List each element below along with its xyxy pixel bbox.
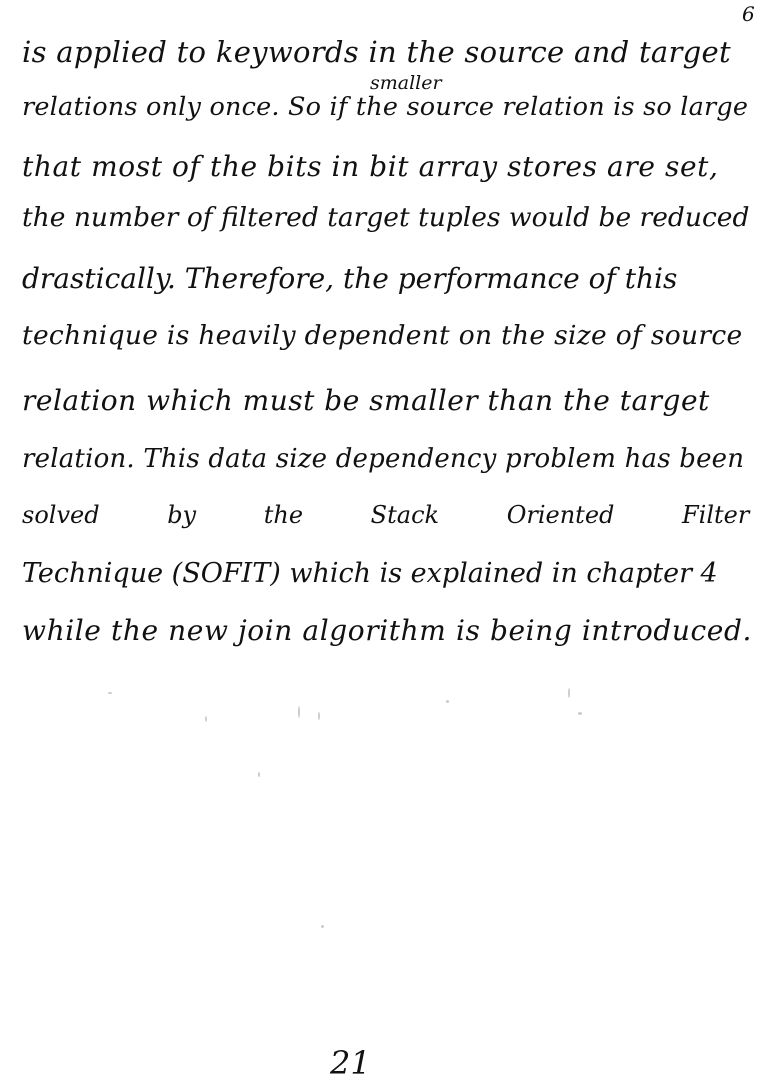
text-line-1: is applied to keywords in the source and target (22, 35, 731, 69)
text-line-7: relation which must be smaller than the target (22, 384, 710, 417)
scan-speck (258, 772, 260, 777)
scan-speck (446, 700, 449, 703)
text-line-4: the number of filtered target tuples would be reduced (22, 202, 750, 233)
text-line-10: Technique (SOFIT) which is explained in chapter 4 (22, 558, 718, 589)
page-number: 21 (330, 1044, 371, 1082)
inserted-word: smaller (370, 72, 442, 94)
text-line-5: drastically. Therefore, the performance of this (22, 262, 678, 295)
scan-speck (205, 716, 207, 722)
scan-speck (568, 688, 570, 698)
text-line-2: relations only once. So if the source relation is so large (22, 92, 749, 122)
corner-mark: 6 (742, 2, 755, 26)
scan-speck (578, 712, 582, 715)
text-line-3: that most of the bits in bit array stores are set, (22, 150, 719, 183)
text-line-6: technique is heavily dependent on the size of source (22, 320, 743, 351)
scan-speck (298, 706, 300, 718)
text-line-8: relation. This data size dependency problem has been (22, 444, 745, 474)
text-line-11: while the new join algorithm is being introduced. (22, 614, 752, 647)
text-line-9: solved by the Stack Oriented Filter (22, 501, 750, 529)
scan-speck (321, 925, 324, 928)
scan-speck (108, 692, 112, 694)
scan-speck (318, 712, 320, 720)
